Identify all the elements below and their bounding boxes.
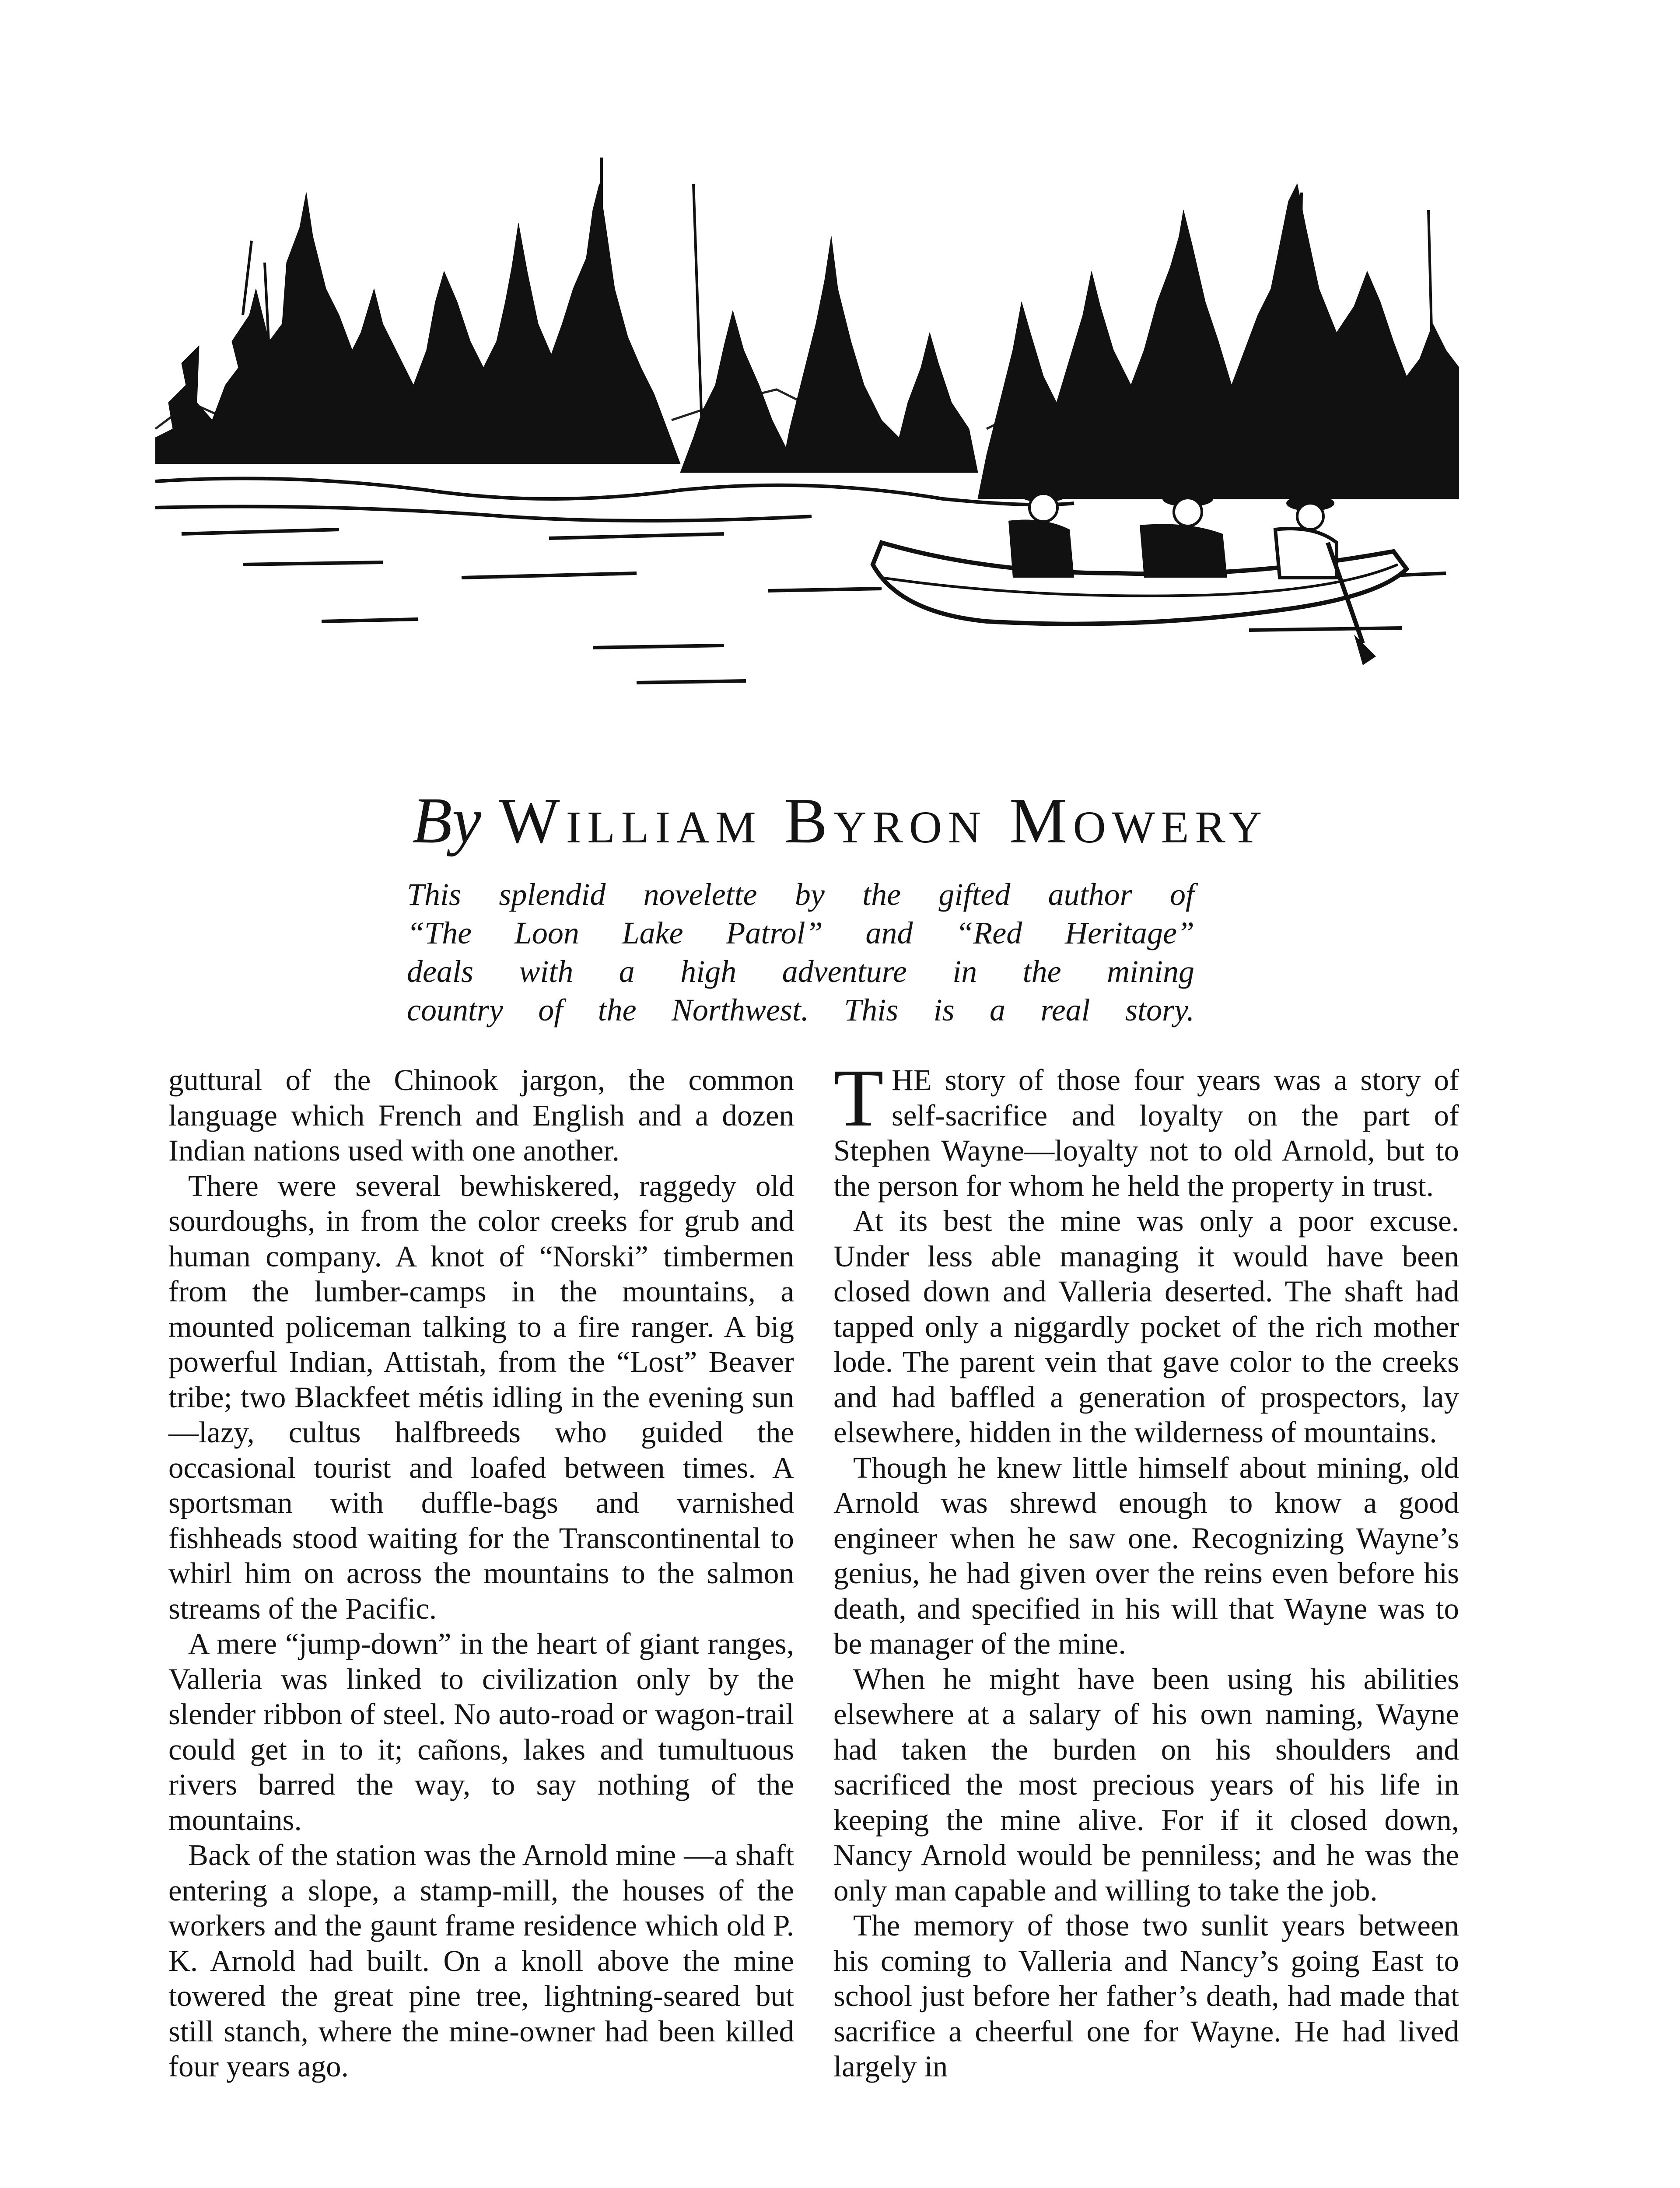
left-column <box>168 1062 794 2084</box>
paragraph: A mere “jump-down” in the heart of giant ranges, Valleria was linked to civilization only by the slender ribbon of steel. No auto-road or wagon-trail could get in to it; cañons, lakes and tumultuous rivers barred the way, to say nothing of the mountains. <box>168 1627 794 1837</box>
paragraph: The memory of those two sunlit years between his coming to Valleria and Nancy’s going East to school just before her father’s death, had made that sacrifice a cheerful one for Wayne. He had lived largely in <box>833 1909 1459 2083</box>
opening-paragraph <box>833 1052 1459 1203</box>
canoe-with-three-men <box>873 487 1407 665</box>
paragraph: Though he knew little himself about mining, old Arnold was shrewd enough to know a good engineer when he saw one. Recognizing Wayne’s genius, he had given over the reins even before his death, and specified in his will that Wayne was to be manager of the mine. <box>833 1451 1459 1660</box>
drop-cap: T <box>833 1052 884 1143</box>
paragraph: At its best the mine was only a poor excuse. Under less able managing it would have been closed down and Valleria deserted. The shaft had tapped only a niggardly pocket of the rich mother lode. The parent vein that gave color to the creeks and had baffled a generation of prospectors, lay elsewhere, hidden in the wilderness of mountains. <box>833 1204 1459 1449</box>
intro-line: “The Loon Lake Patrol” and “Red Heritage” <box>407 915 1194 950</box>
header-illustration <box>155 158 1459 779</box>
intro-line: country of the Northwest. This is a real story. <box>407 992 1194 1027</box>
byline <box>0 784 1680 857</box>
byline-by: By <box>412 784 482 857</box>
paragraph: There were several bewhiskered, raggedy old sourdoughs, in from the color creeks for grub and human company. A knot of “Norski” timbermen from the lumber-camps in the mountains, a mounted policeman talking to a fire ranger. A big powerful Indian, Attistah, from the “Lost” Beaver tribe; two Blackfeet métis idling in the evening sun—lazy, cultus halfbreeds who guided the occasional tourist and loafed between times. A sportsman with duffle-bags and varnished fishheads stood waiting for the Transcontinental to whirl him on across the mountains to the salmon streams of the Pacific. <box>168 1169 794 1625</box>
opening-text: HE story of those four years was a story of self-sacrifice and loyalty on the part of Stephen Wayne—loyalty not to old Arnold, but to the person for whom he held the property in trust. <box>833 1063 1459 1203</box>
paragraph: guttural of the Chinook jargon, the common language which French and English and a dozen Indian nations used with one another. <box>168 1063 794 1167</box>
intro-blurb <box>407 875 1194 1029</box>
tree-line <box>155 184 1459 499</box>
paragraph: When he might have been using his abilities elsewhere at a salary of his own naming, Wayne had taken the burden on his shoulders and sacrificed the most precious years of his life in keeping the mine alive. For if it closed down, Nancy Arnold would be penniless; and he was the only man capable and willing to take the job. <box>833 1662 1459 1907</box>
author-name: William Byron Mowery <box>499 785 1268 857</box>
intro-line: deals with a high adventure in the mining <box>407 954 1194 989</box>
right-column <box>833 1052 1459 2084</box>
paragraph: Back of the station was the Arnold mine —a shaft entering a slope, a stamp-mill, the houses of the workers and the gaunt frame residence which old P. K. Arnold had built. On a knoll above the mine towered the great pine tree, lightning-seared but still stanch, where the mine-owner had been killed four years ago. <box>168 1838 794 2083</box>
intro-line: This splendid novelette by the gifted author of <box>407 877 1194 912</box>
